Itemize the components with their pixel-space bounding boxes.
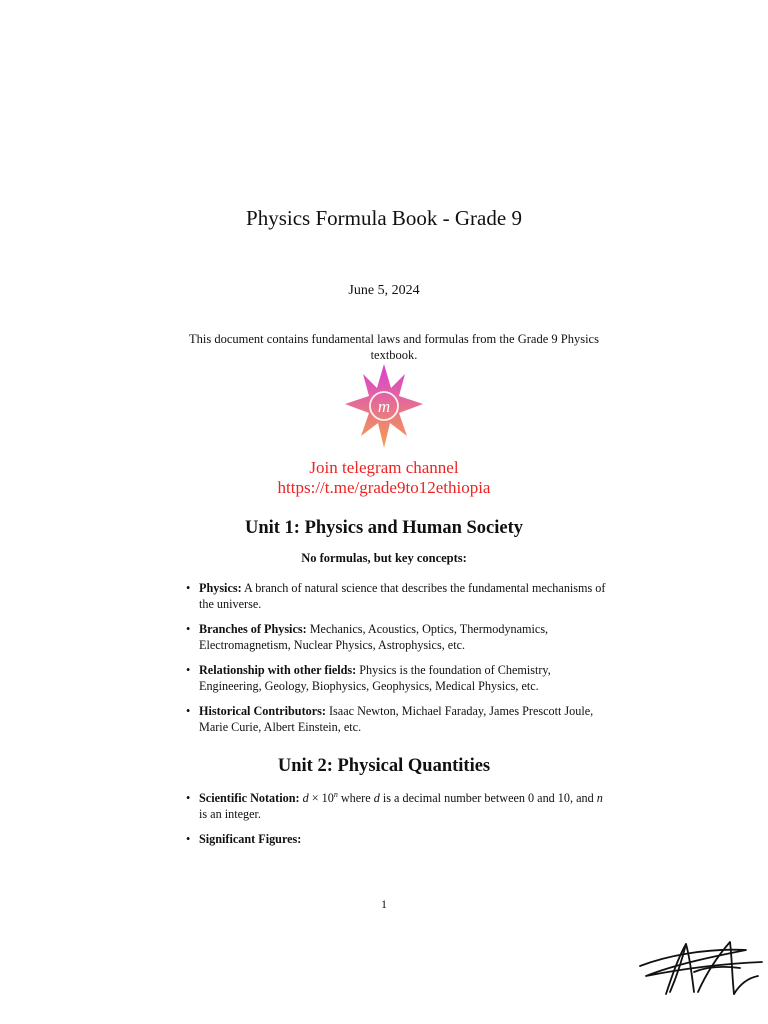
list-item [186,703,609,735]
math-d: d [302,791,309,805]
unit1-heading: Unit 1: Physics and Human Society [244,518,524,538]
bullet-icon: • [186,581,191,595]
item-text: Isaac Newton, Michael Faraday, James Prescott Joule, Marie Curie, Albert Einstein, etc. [199,704,594,734]
math-var-n: n [596,791,603,805]
bullet-icon: • [186,622,191,636]
bullet-icon: • [186,704,191,718]
signature-icon [636,936,768,1002]
list-item [186,831,609,847]
item-text: Physics is the foundation of Chemistry, Engineering, Geology, Biophysics, Geophysics, Medical Physics, etc. [199,663,551,693]
item-term: Scientific Notation: [199,791,300,805]
document-abstract: This document contains fundamental laws and formulas from the Grade 9 Physics textbook. [189,332,599,362]
bullet-icon: • [186,791,191,805]
item-text: Mechanics, Acoustics, Optics, Thermodynamics, Electromagnetism, Nuclear Physics, Astrophysics, etc. [199,622,549,652]
bullet-icon: • [186,663,191,677]
item-term: Historical Contributors: [199,704,326,718]
telegram-join-link[interactable]: Join telegram channel [309,458,459,477]
item-text: where [337,791,374,805]
item-text: is a decimal number between 0 and 10, and [379,791,597,805]
item-term: Physics: [199,581,242,595]
unit1-subheading: No formulas, but key concepts: [301,551,467,565]
item-text: is an integer. [199,807,261,821]
logo-letter: m [377,397,391,416]
document-title: Physics Formula Book - Grade 9 [246,206,522,230]
list-item [186,662,609,694]
list-item [186,790,609,822]
document-date: June 5, 2024 [348,283,420,298]
item-term: Relationship with other fields: [199,663,357,677]
math-exponent: n [333,790,338,799]
math-var-d: d [373,791,380,805]
telegram-url-link[interactable]: https://t.me/grade9to12ethiopia [277,478,491,497]
item-term: Significant Figures: [199,832,302,846]
list-item [186,580,609,612]
star-logo-icon [343,364,425,448]
bullet-icon: • [186,832,191,846]
page-number: 1 [381,897,387,911]
item-term: Branches of Physics: [199,622,307,636]
item-text: A branch of natural science that describes the fundamental mechanisms of the universe. [199,581,606,611]
list-item [186,621,609,653]
unit2-heading: Unit 2: Physical Quantities [277,756,491,776]
math-times: × 10 [308,791,334,805]
